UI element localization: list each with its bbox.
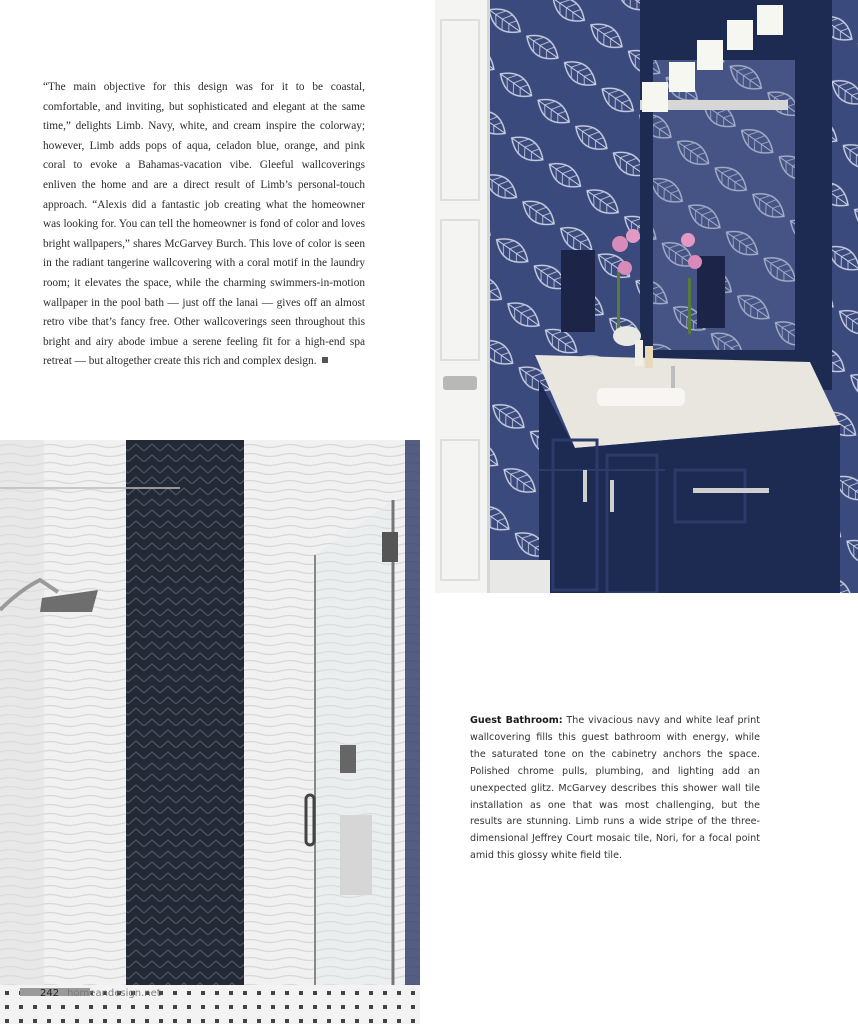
caption-text: The vivacious navy and white leaf print wallcovering fills this guest bathroom with energy, while the saturated tone on the cabinetry anchors the space. Polished chrome pulls, plumbing, and lighting add an unexpected glitz. McGarvey describes this shower wall tile installation as one that was most challenging, but the results are stunning. Limb runs a wide stripe of the three-dimensional Jeffrey Court mosaic tile, Nori, for a focal point amid this glossy white field tile.: [470, 715, 760, 862]
article-body-text: [43, 78, 365, 372]
shower-photo: [0, 440, 420, 1024]
vanity-illustration: [435, 0, 858, 593]
end-mark-icon: [322, 357, 328, 363]
site-url: homeandesign.net: [67, 988, 161, 999]
photo-caption: [470, 713, 760, 865]
caption-lead: Guest Bathroom:: [470, 715, 563, 726]
page-number: 242: [40, 988, 60, 999]
shower-illustration: [0, 440, 420, 1024]
guest-bathroom-vanity-photo: [435, 0, 858, 593]
page-folio: [40, 988, 161, 999]
article-body: “The main objective for this design was for it to be coastal, comfortable, and inviting, but sophisticated and elegant at the same time,” delights Limb. Navy, white, and cream inspire the colorway; however, Limb adds pops of aqua, celadon blue, orange, and pink coral to evoke a Bahamas-vacation vibe. Gleeful wallcoverings enliven the home and are a direct result of Limb’s personal-touch approach. “Alexis did a fantastic job creating what the homeowner was looking for. You can tell the homeowner is fond of color and loves bright wallpapers,” shares McGarvey Burch. This love of color is seen in the radiant tangerine wallcovering with a coral motif in the laundry room; it elevates the space, while the charming swimmers-in-motion wallpaper in the pool bath — just off the lanai — gives off an almost retro vibe that’s fancy free. Other wallcoverings seen throughout this bright and airy abode imbue a serene feeling fit for a high-end spa retreat — but altogether create this rich and complex design.: [43, 81, 365, 368]
